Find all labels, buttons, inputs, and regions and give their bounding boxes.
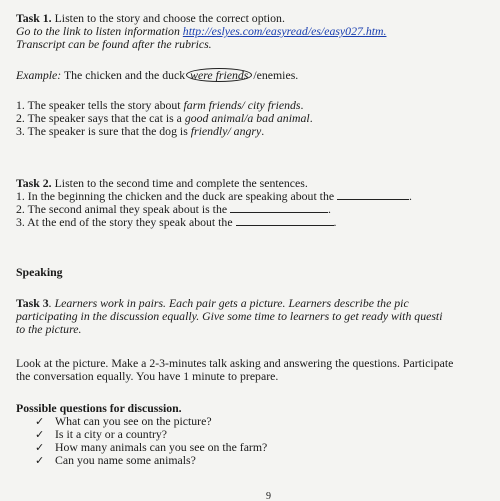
link-prefix: Go to the link to listen information xyxy=(16,24,183,38)
checkmark-icon: ✓ xyxy=(35,454,45,467)
transcript-note: Transcript can be found after the rubrics. xyxy=(16,37,212,51)
answer-blank[interactable] xyxy=(230,203,328,213)
task2-item: 3. At the end of the story they speak about the . xyxy=(16,215,337,229)
task1-items xyxy=(16,99,313,138)
checkmark-icon: ✓ xyxy=(35,441,45,454)
task3-line: participating in the discussion equally. Give some time to learners to get ready with questi xyxy=(16,309,443,323)
story-link[interactable]: http://eslyes.com/easyread/es/easy027.htm. xyxy=(182,24,387,38)
speaking-heading: Speaking xyxy=(16,265,63,279)
discussion-section xyxy=(16,402,267,467)
task1-instruction: Listen to the story and choose the correct option. xyxy=(51,11,285,25)
example-end: enemies. xyxy=(256,68,299,82)
task2-item: 1. In the beginning the chicken and the duck are speaking about the . xyxy=(16,189,412,203)
task1-item: 1. The speaker tells the story about farm friends/ city friends. xyxy=(16,98,304,112)
example-line: Example: The chicken and the duck were friends /enemies. xyxy=(16,68,299,82)
example-text: The chicken and the duck xyxy=(61,68,186,82)
example-circled-answer: were friends xyxy=(186,68,252,82)
task1-section xyxy=(16,12,386,51)
student-instructions xyxy=(16,357,453,383)
task2-heading: Task 2. xyxy=(16,176,52,190)
question-list xyxy=(16,415,267,467)
student-line: the conversation equally. You have 1 minute to prepare. xyxy=(16,369,279,383)
task3-heading: Task 3 xyxy=(16,296,49,310)
task3-line: Task 3. Learners work in pairs. Each pair gets a picture. Learners describe the pic xyxy=(16,296,409,310)
list-item: ✓ Can you name some animals? xyxy=(35,453,196,467)
task1-item: 2. The speaker says that the cat is a good animal/a bad animal. xyxy=(16,111,313,125)
task1-item: 3. The speaker is sure that the dog is friendly/ angry. xyxy=(16,124,265,138)
list-item: ✓ Is it a city or a country? xyxy=(35,427,168,441)
list-item: ✓ How many animals can you see on the farm? xyxy=(35,440,268,454)
checkmark-icon: ✓ xyxy=(35,415,45,428)
page-number: 9 xyxy=(266,491,271,501)
answer-blank[interactable] xyxy=(236,216,334,226)
example-label: Example: xyxy=(16,68,62,82)
task1-heading: Task 1. xyxy=(16,11,52,25)
list-item: ✓ What can you see on the picture? xyxy=(35,414,212,428)
discussion-heading: Possible questions for discussion. xyxy=(16,401,182,415)
answer-blank[interactable] xyxy=(337,190,409,200)
task2-instruction: Listen to the second time and complete the sentences. xyxy=(51,176,308,190)
student-line: Look at the picture. Make a 2-3-minutes talk asking and answering the questions. Participate xyxy=(16,356,454,370)
task3-line: to the picture. xyxy=(16,322,82,336)
checkmark-icon: ✓ xyxy=(35,428,45,441)
task2-section xyxy=(16,177,412,229)
task2-item: 2. The second animal they speak about is the . xyxy=(16,202,331,216)
task3-section xyxy=(16,297,443,336)
